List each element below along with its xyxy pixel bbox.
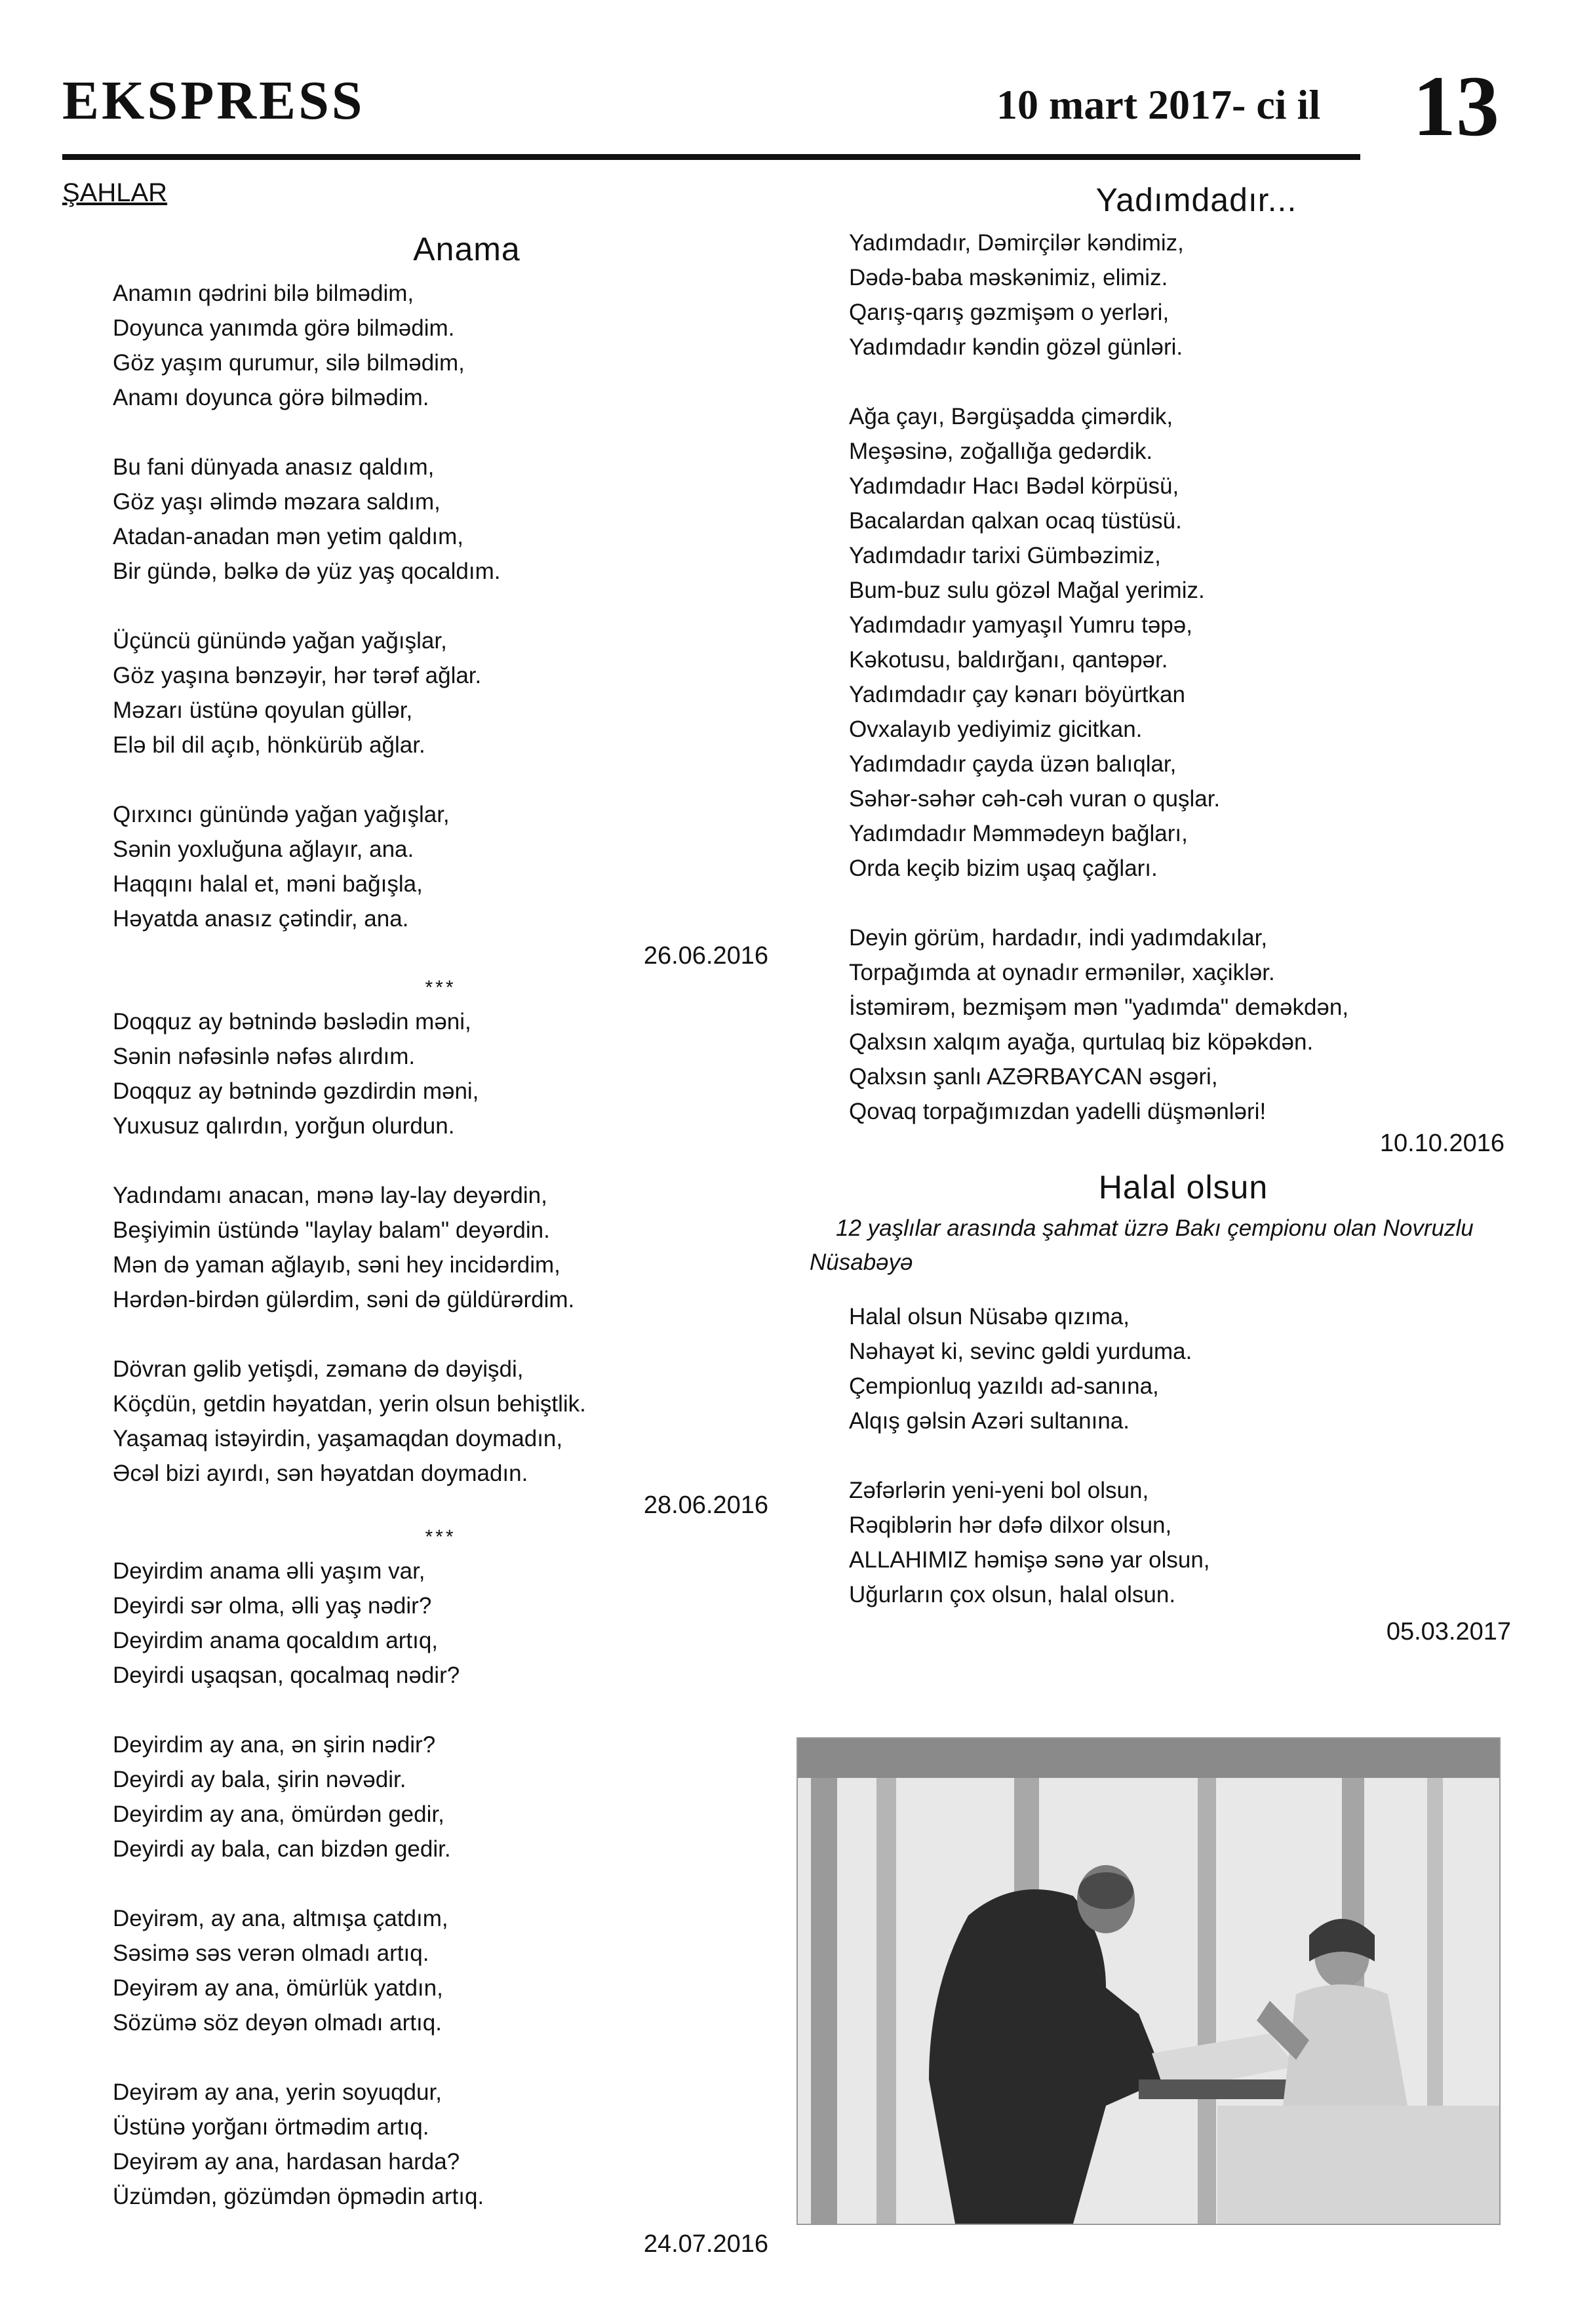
- poem-line: Torpağımda at oynadır ermənilər, xaçiklər.: [849, 960, 1275, 985]
- poem-line: Haqqını halal et, məni bağışla,: [113, 871, 423, 897]
- poem-line: Qalxsın şanlı AZƏRBAYCAN əsgəri,: [849, 1064, 1218, 1090]
- poem-dedication: 12 yaşlılar arasında şahmat üzrə Bakı çempionu olan Novruzlu Nüsabəyə: [810, 1215, 1474, 1275]
- stanza: [113, 1727, 768, 1866]
- poem-body: [113, 276, 768, 936]
- poem-line: Sənin yoxluğuna ağlayır, ana.: [113, 837, 414, 862]
- poem-line: Zəfərlərin yeni-yeni bol olsun,: [849, 1478, 1149, 1503]
- poem-line: Atadan-anadan mən yetim qaldım,: [113, 524, 464, 549]
- poem-line: Göz yaşım qurumur, silə bilmədim,: [113, 350, 465, 376]
- poem-line: Yadımdadır, Dəmirçilər kəndimiz,: [849, 230, 1184, 256]
- poem-line: Yadımdadır çay kənarı böyürtkan: [849, 682, 1185, 707]
- poem-line: Üçüncü günündə yağan yağışlar,: [113, 628, 447, 654]
- poem-line: Bum-buz sulu gözəl Mağal yerimiz.: [849, 578, 1205, 603]
- poem-date: 24.07.2016: [643, 2230, 768, 2258]
- poem-line: Ovxalayıb yediyimiz gicitkan.: [849, 717, 1143, 742]
- poem-line: Bacalardan qalxan ocaq tüstüsü.: [849, 508, 1182, 534]
- poem-body: [113, 1554, 768, 2214]
- masthead-rule: [62, 154, 1360, 160]
- stanza: [849, 399, 1504, 886]
- poem-line: Qalxsın xalqım ayağa, qurtulaq biz köpəkdən.: [849, 1029, 1314, 1055]
- poem-date: 10.10.2016: [1379, 1130, 1504, 1157]
- stanza: [113, 623, 768, 762]
- poem-line: Anamın qədrini bilə bilmədim,: [113, 281, 414, 306]
- newspaper-name: EKSPRESS: [62, 70, 365, 131]
- poem-line: Mən də yaman ağlayıb, səni hey incidərdim,: [113, 1252, 560, 1278]
- poem-line: Halal olsun Nüsabə qızıma,: [849, 1304, 1130, 1329]
- poem-body: [849, 1299, 1504, 1612]
- poem-line: Qovaq torpağımızdan yadelli düşmənləri!: [849, 1099, 1267, 1124]
- stanza: [113, 797, 768, 936]
- poem-line: Hərdən-birdən gülərdim, səni də güldürərdim.: [113, 1287, 575, 1312]
- separator: ***: [425, 977, 456, 998]
- poem-line: Elə bil dil açıb, hönkürüb ağlar.: [113, 732, 425, 758]
- poem-line: Yadımdadır Məmmədeyn bağları,: [849, 821, 1188, 846]
- poem-line: Yadımdadır çayda üzən balıqlar,: [849, 751, 1177, 777]
- section-label: ŞAHLAR: [62, 178, 168, 207]
- poem-line: Doyunca yanımda görə bilmədim.: [113, 315, 455, 341]
- poem-line: Dədə-baba məskənimiz, elimiz.: [849, 265, 1168, 290]
- poem-line: Doqquz ay bətnində bəslədin məni,: [113, 1009, 471, 1034]
- separator: ***: [425, 1526, 456, 1548]
- stanza: [113, 2075, 768, 2214]
- poem-line: Deyirdi ay bala, şirin nəvədir.: [113, 1767, 406, 1792]
- poem-line: Alqış gəlsin Azəri sultanına.: [849, 1408, 1130, 1434]
- stanza: [113, 276, 768, 415]
- poem-line: İstəmirəm, bezmişəm mən "yadımda" deməkdən,: [849, 995, 1349, 1020]
- poem-line: Qırxıncı günündə yağan yağışlar,: [113, 802, 450, 827]
- poem-line: Yadımdadır kəndin gözəl günləri.: [849, 334, 1183, 360]
- poem-line: Orda keçib bizim uşaq çağları.: [849, 856, 1158, 881]
- poem-line: Deyirdim anama qocaldım artıq,: [113, 1628, 439, 1653]
- poem-line: Doqquz ay bətnində gəzdirdin məni,: [113, 1078, 479, 1104]
- poem-line: Uğurların çox olsun, halal olsun.: [849, 1582, 1176, 1607]
- poem-line: Deyirdi sər olma, əlli yaş nədir?: [113, 1593, 432, 1619]
- poem-line: Qarış-qarış gəzmişəm o yerləri,: [849, 300, 1170, 325]
- stanza: [113, 1178, 768, 1317]
- poem-line: Məzarı üstünə qoyulan güllər,: [113, 698, 413, 723]
- poem-line: Deyirəm ay ana, ömürlük yatdın,: [113, 1975, 443, 2001]
- poem-line: ALLAHIMIZ həmişə sənə yar olsun,: [849, 1547, 1210, 1573]
- stanza: [113, 1901, 768, 2040]
- poem-line: Deyirdim ay ana, ömürdən gedir,: [113, 1802, 444, 1827]
- poem-line: Deyin görüm, hardadır, indi yadımdakılar,: [849, 925, 1268, 951]
- left-column: [113, 226, 768, 2262]
- issue-date: 10 mart 2017- ci il: [996, 81, 1321, 128]
- stanza: [849, 1473, 1504, 1612]
- poem-date: 05.03.2017: [1386, 1618, 1511, 1645]
- poem-line: Kəkotusu, baldırğanı, qantəpər.: [849, 647, 1168, 673]
- poem-line: Deyirdim ay ana, ən şirin nədir?: [113, 1732, 436, 1758]
- poem-line: Beşiyimin üstündə "laylay balam" deyərdin.: [113, 1217, 550, 1243]
- poem-line: Səsimə səs verən olmadı artıq.: [113, 1940, 429, 1966]
- poem-line: Sənin nəfəsinlə nəfəs alırdım.: [113, 1044, 416, 1069]
- stanza: [113, 1554, 768, 1693]
- poem-line: Bir gündə, bəlkə də yüz yaş qocaldım.: [113, 559, 501, 584]
- page-number: 13: [1413, 58, 1499, 154]
- stanza: [113, 1004, 768, 1143]
- poem-body: [113, 1004, 768, 1491]
- masthead: [62, 58, 1531, 154]
- stanza: [849, 1299, 1504, 1438]
- poem-line: Köçdün, getdin həyatdan, yerin olsun behiştlik.: [113, 1391, 586, 1417]
- poem-line: Anamı doyunca görə bilmədim.: [113, 385, 429, 410]
- poem-line: Üstünə yorğanı örtmədim artıq.: [113, 2114, 429, 2140]
- photo-illustration: [798, 1739, 1499, 2224]
- poem-line: Yadındamı anacan, mənə lay-lay deyərdin,: [113, 1183, 547, 1208]
- poem-line: Deyirəm ay ana, yerin soyuqdur,: [113, 2079, 442, 2105]
- poem-line: Deyirdim anama əlli yaşım var,: [113, 1558, 425, 1584]
- poem-line: Səhər-səhər cəh-cəh vuran o quşlar.: [849, 786, 1221, 812]
- poem-line: Deyirəm ay ana, hardasan harda?: [113, 2149, 460, 2175]
- poem-line: Nəhayət ki, sevinc gəldi yurduma.: [849, 1339, 1192, 1364]
- stanza: [849, 920, 1504, 1129]
- poem-line: Yadımdadır yamyaşıl Yumru təpə,: [849, 612, 1192, 638]
- right-column: [810, 177, 1511, 1650]
- poem-line: Deyirdi uşaqsan, qocalmaq nədir?: [113, 1663, 460, 1688]
- poem-line: Çempionluq yazıldı ad-sanına,: [849, 1373, 1159, 1399]
- poem-date: 28.06.2016: [643, 1491, 768, 1519]
- poem-date: 26.06.2016: [643, 942, 768, 970]
- poem-line: Yuxusuz qalırdın, yorğun olurdun.: [113, 1113, 455, 1139]
- poem-body: [849, 226, 1504, 1129]
- stanza: [113, 450, 768, 589]
- poem-title: Halal olsun: [1098, 1169, 1268, 1206]
- poem-line: Üzümdən, gözümdən öpmədin artıq.: [113, 2184, 484, 2209]
- poem-line: Deyirəm, ay ana, altmışa çatdım,: [113, 1906, 448, 1931]
- poem-line: Deyirdi ay bala, can bizdən gedir.: [113, 1836, 451, 1862]
- stanza: [113, 1352, 768, 1491]
- poem-line: Sözümə söz deyən olmadı artıq.: [113, 2010, 442, 2036]
- poem-line: Dövran gəlib yetişdi, zəmanə də dəyişdi,: [113, 1356, 524, 1382]
- stanza: [849, 226, 1504, 364]
- poem-line: Yaşamaq istəyirdin, yaşamaqdan doymadın,: [113, 1426, 563, 1451]
- news-photo: [796, 1737, 1501, 2225]
- poem-title: Anama: [413, 231, 521, 267]
- poem-line: Yadımdadır Hacı Bədəl körpüsü,: [849, 473, 1179, 499]
- poem-line: Həyatda anasız çətindir, ana.: [113, 906, 409, 932]
- poem-line: Göz yaşına bənzəyir, hər tərəf ağlar.: [113, 663, 482, 688]
- poem-title: Yadımdadır...: [1095, 182, 1297, 218]
- poem-line: Əcəl bizi ayırdı, sən həyatdan doymadın.: [113, 1461, 528, 1486]
- poem-line: Rəqiblərin hər dəfə dilxor olsun,: [849, 1512, 1172, 1538]
- poem-line: Yadımdadır tarixi Gümbəzimiz,: [849, 543, 1161, 568]
- poem-line: Göz yaşı əlimdə məzara saldım,: [113, 489, 441, 515]
- poem-line: Meşəsinə, zoğallığa gedərdik.: [849, 439, 1153, 464]
- poem-line: Bu fani dünyada anasız qaldım,: [113, 454, 435, 480]
- poem-line: Ağa çayı, Bərgüşadda çimərdik,: [849, 404, 1173, 429]
